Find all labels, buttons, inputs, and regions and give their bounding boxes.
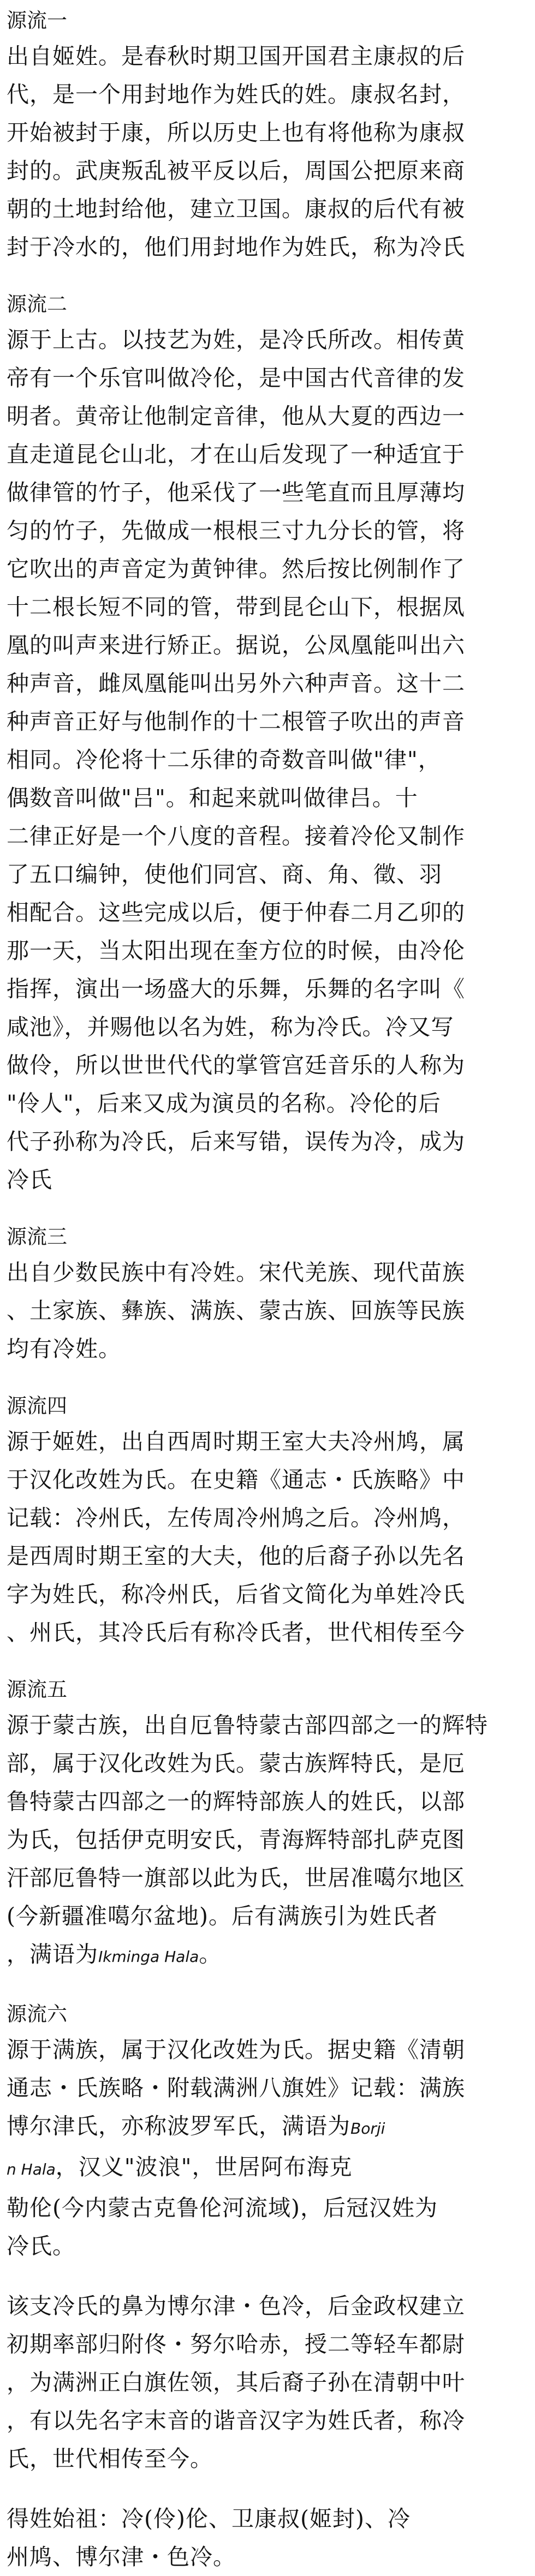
text-line: 做律管的竹子，他采伐了一些笔直而且厚薄均 bbox=[7, 479, 465, 506]
text-line: 冷氏 bbox=[7, 1167, 52, 1193]
section-gap bbox=[7, 1368, 528, 1390]
section-2 bbox=[7, 288, 528, 1199]
text-line: 那一天，当太阳出现在奎方位的时候，由冷伦 bbox=[7, 938, 465, 964]
text-line: 种声音正好与他制作的十二根管子吹出的声音 bbox=[7, 708, 465, 735]
text-line: 代，是一个用封地作为姓氏的姓。康叔名封， bbox=[7, 81, 465, 107]
section-title: 源流二 bbox=[7, 292, 67, 316]
text-line: 明者。黄帝让他制定音律，他从大夏的西边一 bbox=[7, 403, 465, 429]
text-line: "伶人"，后来又成为演员的名称。冷伦的后 bbox=[7, 1090, 441, 1116]
section-body bbox=[7, 2287, 528, 2478]
section-body bbox=[7, 37, 528, 266]
section-gap bbox=[7, 1199, 528, 1221]
text-line: 封于冷水的，他们用封地作为姓氏，称为冷氏 bbox=[7, 234, 465, 260]
section-1 bbox=[7, 4, 528, 266]
text-line: 冷氏。 bbox=[7, 2233, 75, 2259]
text-line: 该支冷氏的鼻为博尔津・色冷，后金政权建立 bbox=[7, 2293, 465, 2319]
text-line: 州鸠、博尔津・色冷。 bbox=[7, 2544, 236, 2570]
text-line: 于汉化改姓为氏。在史籍《通志・氏族略》中 bbox=[7, 1467, 465, 1493]
text-line: 凰的叫声来进行矫正。据说，公凤凰能叫出六 bbox=[7, 632, 465, 658]
section-body bbox=[7, 321, 528, 1199]
text-line: 通志・氏族略・附载满洲八旗姓》记载：满族 bbox=[7, 2075, 465, 2101]
text-line: 得姓始祖：冷(伶)伦、卫康叔(姬封)、冷 bbox=[7, 2506, 411, 2532]
section-title: 源流五 bbox=[7, 1678, 67, 1701]
text-line: 了五口编钟，使他们同宫、商、角、徵、羽 bbox=[7, 861, 442, 887]
section-body bbox=[7, 2031, 528, 2265]
text-line: 朝的土地封给他，建立卫国。康叔的后代有被 bbox=[7, 196, 465, 222]
text-line: 为氏，包括伊克明安氏，青海辉特部扎萨克图 bbox=[7, 1827, 465, 1853]
section-gap bbox=[7, 2265, 528, 2287]
text-line: 相配合。这些完成以后，便于仲春二月乙卯的 bbox=[7, 899, 465, 926]
text-line: 鲁特蒙古四部之一的辉特部族人的姓氏，以部 bbox=[7, 1788, 465, 1815]
text-line: 源于满族，属于汉化改姓为氏。据史籍《清朝 bbox=[7, 2037, 465, 2063]
latin-transliteration: n Hala bbox=[7, 2160, 56, 2178]
text-line: 匀的竹子，先做成一根根三寸九分长的管，将 bbox=[7, 518, 465, 544]
section-gap bbox=[7, 266, 528, 288]
section-body bbox=[7, 1706, 528, 1976]
text-line: 源于上古。以技艺为姓，是冷氏所改。相传黄 bbox=[7, 327, 465, 353]
section-body bbox=[7, 2500, 528, 2576]
text-line: 指挥，演出一场盛大的乐舞，乐舞的名字叫《 bbox=[7, 976, 465, 1002]
text-line: 开始被封于康，所以历史上也有将他称为康叔 bbox=[7, 119, 465, 146]
section-body bbox=[7, 1422, 528, 1652]
text-line: n Hala，汉义"波浪"，世居阿布海克 bbox=[7, 2154, 353, 2180]
section-7 bbox=[7, 2287, 528, 2478]
section-title: 源流四 bbox=[7, 1394, 67, 1418]
text-line: 二律正好是一个八度的音程。接着冷伦又制作 bbox=[7, 823, 465, 849]
text-line: 记载：冷州氏，左传周冷州鸠之后。冷州鸠， bbox=[7, 1505, 465, 1531]
text-line: ，为满洲正白旗佐领，其后裔子孙在清朝中叶 bbox=[7, 2369, 465, 2395]
text-line: 出自姬姓。是春秋时期卫国开国君主康叔的后 bbox=[7, 43, 465, 69]
text-line: 代子孙称为冷氏，后来写错，误传为冷，成为 bbox=[7, 1128, 465, 1155]
text-line: 出自少数民族中有冷姓。宋代羌族、现代苗族 bbox=[7, 1259, 465, 1286]
text-line: 十二根长短不同的管，带到昆仑山下，根据凤 bbox=[7, 594, 465, 620]
text-line: 它吹出的声音定为黄钟律。然后按比例制作了 bbox=[7, 556, 465, 582]
section-4 bbox=[7, 1390, 528, 1652]
section-6 bbox=[7, 1998, 528, 2265]
text-line: 相同。冷伦将十二乐律的奇数音叫做"律"， bbox=[7, 747, 441, 773]
latin-transliteration: Ikminga Hala bbox=[98, 1948, 199, 1966]
text-line: 均有冷姓。 bbox=[7, 1336, 121, 1362]
text-line: (今新疆准噶尔盆地)。后有满族引为姓氏者 bbox=[7, 1903, 438, 1929]
text-line: 咸池》，并赐他以名为姓，称为冷氏。冷又写 bbox=[7, 1014, 454, 1040]
section-body bbox=[7, 1253, 528, 1368]
text-line: 做伶，所以世世代代的掌管宫廷音乐的人称为 bbox=[7, 1052, 465, 1078]
section-3 bbox=[7, 1221, 528, 1368]
text-line: 源于蒙古族，出自厄鲁特蒙古部四部之一的辉特 bbox=[7, 1712, 488, 1738]
text-line: 直走道昆仑山北，才在山后发现了一种适宜于 bbox=[7, 441, 465, 467]
section-8 bbox=[7, 2500, 528, 2576]
text-line: 字为姓氏，称冷州氏，后省文简化为单姓冷氏 bbox=[7, 1581, 465, 1607]
text-line: ，有以先名字末音的谐音汉字为姓氏者，称冷 bbox=[7, 2407, 465, 2434]
section-title: 源流三 bbox=[7, 1225, 67, 1248]
text-line: 偶数音叫做"吕"。和起来就叫做律吕。十 bbox=[7, 785, 418, 811]
text-line: 源于姬姓，出自西周时期王室大夫冷州鸠，属 bbox=[7, 1428, 465, 1455]
section-title: 源流一 bbox=[7, 9, 67, 32]
text-line: 是西周时期王室的大夫，他的后裔子孙以先名 bbox=[7, 1543, 465, 1569]
section-gap bbox=[7, 2478, 528, 2500]
text-line: 博尔津氏，亦称波罗军氏，满语为Borji bbox=[7, 2113, 385, 2139]
text-line: 种声音，雌凤凰能叫出另外六种声音。这十二 bbox=[7, 670, 465, 696]
section-gap bbox=[7, 1976, 528, 1998]
text-line: 封的。武庚叛乱被平反以后，周国公把原来商 bbox=[7, 158, 465, 184]
section-5 bbox=[7, 1673, 528, 1976]
text-line: 氏，世代相传至今。 bbox=[7, 2446, 213, 2472]
text-line: ，满语为Ikminga Hala。 bbox=[7, 1941, 222, 1967]
section-gap bbox=[7, 1652, 528, 1673]
text-line: 、州氏，其冷氏后有称冷氏者，世代相传至今 bbox=[7, 1619, 465, 1646]
text-line: 帝有一个乐官叫做冷伦，是中国古代音律的发 bbox=[7, 365, 465, 391]
section-title: 源流六 bbox=[7, 2002, 67, 2026]
text-line: 勒伦(今内蒙古克鲁伦河流域)，后冠汉姓为 bbox=[7, 2195, 438, 2221]
latin-transliteration: Borji bbox=[350, 2119, 385, 2137]
text-line: 初期率部归附佟・努尔哈赤，授二等轻车都尉 bbox=[7, 2331, 465, 2357]
text-line: 部，属于汉化改姓为氏。蒙古族辉特氏，是厄 bbox=[7, 1750, 465, 1776]
text-line: 汗部厄鲁特一旗部以此为氏，世居准噶尔地区 bbox=[7, 1865, 465, 1891]
text-line: 、土家族、彝族、满族、蒙古族、回族等民族 bbox=[7, 1298, 465, 1324]
